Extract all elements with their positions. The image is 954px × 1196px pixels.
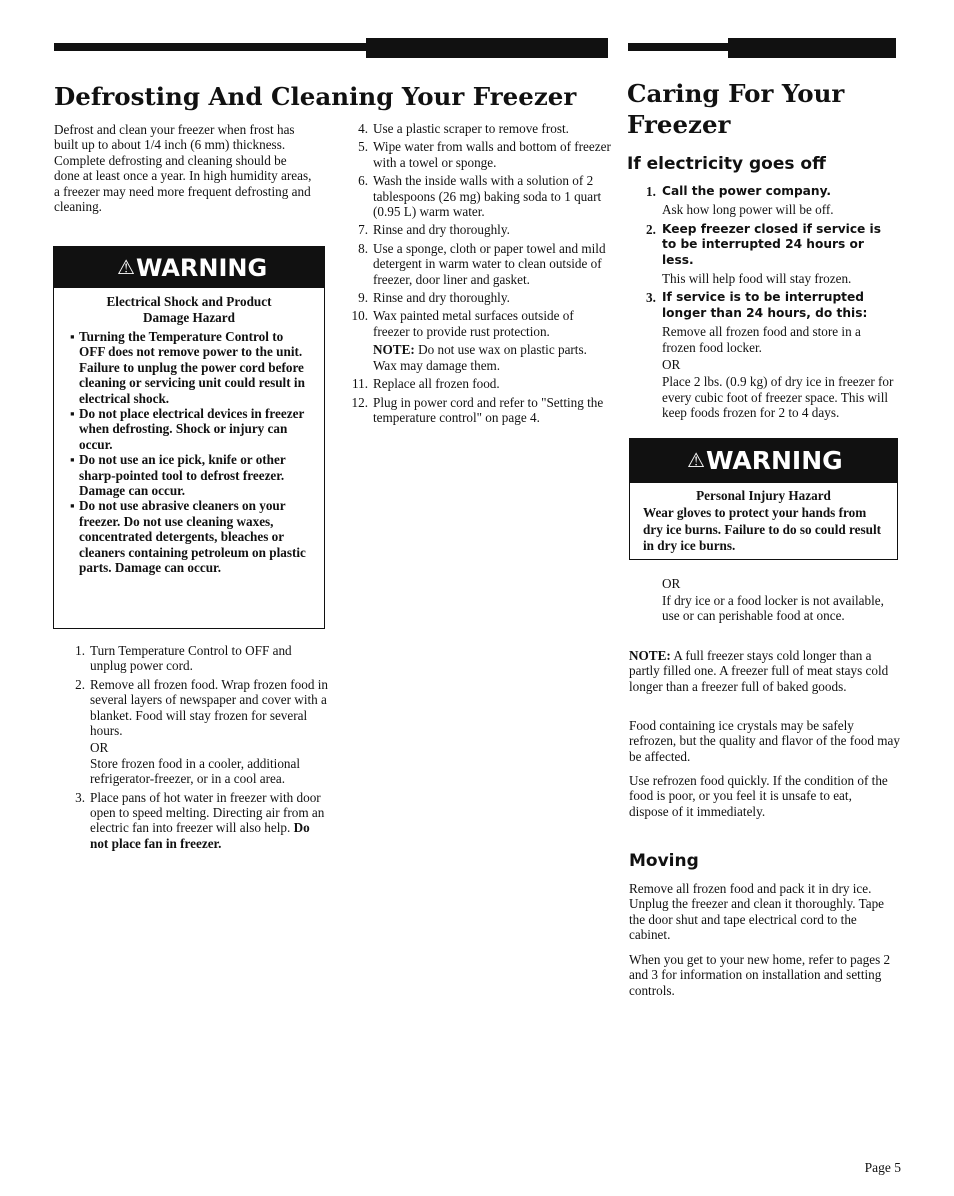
list-item: 5. Wipe water from walls and bottom of freezer with a towel or sponge. <box>358 139 611 170</box>
moving-heading: Moving <box>629 851 699 871</box>
list-item: 10. Wax painted metal surfaces outside of freezer to provide rust protection. NOTE: Do not use wax on plastic parts. Wax may damage them. <box>351 308 587 373</box>
page-number: Page 5 <box>864 1160 901 1175</box>
warning-body: Wear gloves to protect your hands from dry ice burns. Failure to do so could result in dry ice burns. <box>643 505 881 553</box>
list-item: 2. Keep freezer closed if service is to be interrupted 24 hours or less. This will help food will stay frozen. <box>646 221 881 287</box>
warning-item: ▪ Do not use abrasive cleaners on your freezer. Do not use cleaning waxes, concentrated detergents, bleaches or cleaners containing petroleum on plastic parts. Damage can occur. <box>70 498 310 575</box>
top-rule-right-tab <box>728 38 896 58</box>
list-item: 1. Turn Temperature Control to OFF and unplug power cord. <box>75 643 292 674</box>
warning-heading: Electrical Shock and Product Damage Hazard <box>106 294 272 325</box>
moving-para-1: Remove all frozen food and pack it in dry ice. Unplug the freezer and clean it thoroughly. Tape the door shut and tape electrical cord to the cabinet. <box>629 881 885 943</box>
warning-list <box>70 329 310 576</box>
list-item: 3. If service is to be interrupted longer than 24 hours, do this: Remove all frozen food and store in a frozen food locker. OR Place 2 lbs. (0.9 kg) of dry ice in freezer for every cubic foot of freezer space. This will keep foods frozen for 2 to 4 days. <box>646 290 896 420</box>
refrozen-use-para: Use refrozen food quickly. If the condition of the food is poor, or you feel it is unsafe to eat, dispose of it immediately. <box>629 773 888 819</box>
list-item: 12. Plug in power cord and refer to "Setting the temperature control" on page 4. <box>351 394 604 425</box>
dry-ice-alternative: If dry ice or a food locker is not available, use or can perishable food at once. <box>662 593 884 624</box>
list-item: 2. Remove all frozen food. Wrap frozen food in several layers of newspaper and cover with a blanket. Food will stay frozen for several hours. OR Store frozen food in a cooler, additional refrigerator-freezer, or in a cool area. <box>75 676 328 787</box>
warning-item: ▪ Turning the Temperature Control to OFF does not remove power to the unit. Failure to unplug the power cord before cleaning or servicing unit could result in electrical shock. <box>70 329 310 406</box>
page-title-defrosting: Defrosting And Cleaning Your Freezer <box>54 82 577 111</box>
electricity-heading: If electricity goes off <box>627 154 826 174</box>
warning-item: ▪ Do not place electrical devices in freezer when defrosting. Shock or injury can occur. <box>70 406 310 452</box>
warning-banner <box>53 246 324 288</box>
dry-ice-warning-box <box>629 438 898 560</box>
warning-banner <box>629 438 897 483</box>
warning-heading: Personal Injury Hazard <box>696 488 831 503</box>
top-rule-left-tab <box>366 38 608 58</box>
list-item: 11. Replace all frozen food. <box>352 376 500 392</box>
defrost-intro: Defrost and clean your freezer when frost has built up to about 1/4 inch (6 mm) thickness. Complete defrosting and cleaning should be done at least once a year. In high humidity areas, a freezer may need more frequent defrosting and cleaning. <box>54 122 312 215</box>
refrozen-food-para: Food containing ice crystals may be safely refrozen, but the quality and flavor of the food may be affected. <box>629 718 900 764</box>
list-item: 4. Use a plastic scraper to remove frost. <box>358 121 569 136</box>
list-item: 1. Call the power company. Ask how long power will be off. <box>646 184 834 218</box>
moving-para-2: When you get to your new home, refer to pages 2 and 3 for information on installation and setting controls. <box>629 952 891 998</box>
note-label: NOTE: <box>373 342 415 358</box>
page-title-caring: Caring For Your Freezer <box>627 79 845 139</box>
warning-item: ▪ Do not use an ice pick, knife or other sharp-pointed tool to defrost freezer. Damage can occur. <box>70 452 310 498</box>
defrost-steps-middle <box>351 121 613 428</box>
warning-triangle-icon: ⚠ <box>117 255 135 279</box>
warning-label: WARNING <box>135 254 268 282</box>
defrost-steps-left <box>68 643 328 854</box>
or-label: OR <box>662 576 681 591</box>
list-item: 3. Place pans of hot water in freezer with door open to speed melting. Directing air from an electric fan into freezer will also help. Do not place fan in freezer. <box>75 789 325 851</box>
warning-label: WARNING <box>705 446 843 475</box>
or-label: OR <box>662 357 681 373</box>
full-freezer-note: NOTE: A full freezer stays cold longer than a partly filled one. A freezer full of meat stays cold longer than a freezer full of baked goods. <box>629 648 889 694</box>
warning-triangle-icon: ⚠ <box>687 448 705 472</box>
electricity-steps <box>646 184 896 425</box>
list-item: 6. Wash the inside walls with a solution of 2 tablespoons (26 mg) baking soda to 1 quart (0.95 L) warm water. <box>358 173 602 220</box>
electrical-warning-box <box>53 246 325 629</box>
list-item: 8. Use a sponge, cloth or paper towel and mild detergent in warm water to clean outside of freezer, door liner and gasket. <box>358 240 606 287</box>
list-item: 9. Rinse and dry thoroughly. <box>358 290 510 306</box>
list-item: 7. Rinse and dry thoroughly. <box>358 222 510 238</box>
or-label: OR <box>90 740 109 756</box>
